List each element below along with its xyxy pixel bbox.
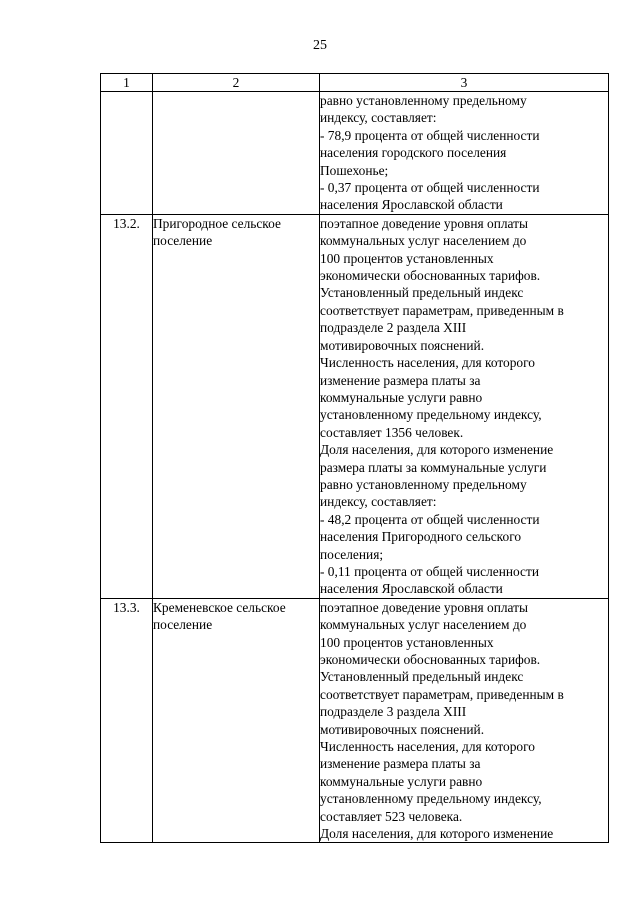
description-line: составляет 1356 человек.: [320, 424, 464, 440]
description-line: коммунальные услуги равно: [320, 773, 483, 789]
description-cell: [320, 598, 609, 843]
description-line: - 0,37 процента от общей численности: [320, 180, 540, 196]
column-header-1: 1: [101, 74, 153, 92]
description-line: изменение размера платы за: [320, 372, 481, 388]
description-line: изменение размера платы за: [320, 756, 481, 772]
description-line: - 0,11 процента от общей численности: [320, 563, 540, 579]
description-line: Установленный предельный индекс: [320, 285, 524, 301]
description-line: населения Ярославской области: [320, 581, 503, 597]
description-line: Численность населения, для которого: [320, 739, 535, 755]
settlement-name-line: поселение: [153, 233, 213, 249]
description-line: равно установленному предельному: [320, 93, 527, 108]
description-line: индексу, составляет:: [320, 494, 437, 510]
description-line: коммунальных услуг населением до: [320, 617, 527, 633]
description-line: соответствует параметрам, приведенным в: [320, 302, 564, 318]
description-line: коммунальных услуг населением до: [320, 233, 527, 249]
description-line: установленному предельному индексу,: [320, 407, 542, 423]
document-table: [100, 73, 609, 843]
settlement-name-line: Кременевское сельское: [153, 599, 286, 615]
settlement-name-line: Пригородное сельское: [153, 215, 281, 231]
description-line: Численность населения, для которого: [320, 355, 535, 371]
column-header-2: 2: [153, 74, 320, 92]
description-line: - 78,9 процента от общей численности: [320, 127, 540, 143]
description-line: подразделе 3 раздела XIII: [320, 704, 467, 720]
settlement-name-line: поселение: [153, 617, 213, 633]
description-line: населения Пригородного сельского: [320, 529, 522, 545]
description-line: индексу, составляет:: [320, 110, 437, 126]
page-number: 25: [313, 38, 327, 53]
table-header-row: [101, 74, 609, 92]
table-row: [101, 92, 609, 215]
description-line: размера платы за коммунальные услуги: [320, 459, 547, 475]
settlement-name: [153, 92, 320, 215]
settlement-name: [153, 214, 320, 598]
description-line: населения городского поселения: [320, 145, 507, 161]
description-line: экономически обоснованных тарифов.: [320, 268, 541, 284]
description-line: поэтапное доведение уровня оплаты: [320, 215, 529, 231]
description-line: экономически обоснованных тарифов.: [320, 652, 541, 667]
description-line: подразделе 2 раздела XIII: [320, 320, 467, 336]
description-line: соответствует параметрам, приведенным в: [320, 686, 564, 702]
description-line: Доля населения, для которого изменение: [320, 442, 554, 458]
description-line: - 48,2 процента от общей численности: [320, 511, 540, 527]
description-line: 100 процентов установленных: [320, 250, 494, 266]
description-line: населения Ярославской области: [320, 197, 503, 213]
description-cell: [320, 214, 609, 598]
description-cell: [320, 92, 609, 215]
row-number: 13.3.: [101, 598, 153, 843]
column-header-3: 3: [320, 74, 609, 92]
description-line: Доля населения, для которого изменение: [320, 826, 554, 842]
row-number: [101, 92, 153, 215]
description-line: Установленный предельный индекс: [320, 669, 524, 685]
row-number: 13.2.: [101, 214, 153, 598]
description-line: 100 процентов установленных: [320, 634, 494, 650]
description-line: поэтапное доведение уровня оплаты: [320, 599, 529, 615]
description-line: составляет 523 человека.: [320, 808, 463, 824]
settlement-name: [153, 598, 320, 843]
description-line: коммунальные услуги равно: [320, 389, 483, 405]
table-body: [101, 92, 609, 843]
description-line: поселения;: [320, 546, 384, 562]
description-line: мотивировочных пояснений.: [320, 721, 485, 737]
description-line: мотивировочных пояснений.: [320, 337, 485, 353]
table-row: [101, 598, 609, 843]
description-line: Пошехонье;: [320, 162, 389, 178]
description-line: равно установленному предельному: [320, 476, 527, 492]
description-line: установленному предельному индексу,: [320, 791, 542, 807]
table-row: [101, 214, 609, 598]
